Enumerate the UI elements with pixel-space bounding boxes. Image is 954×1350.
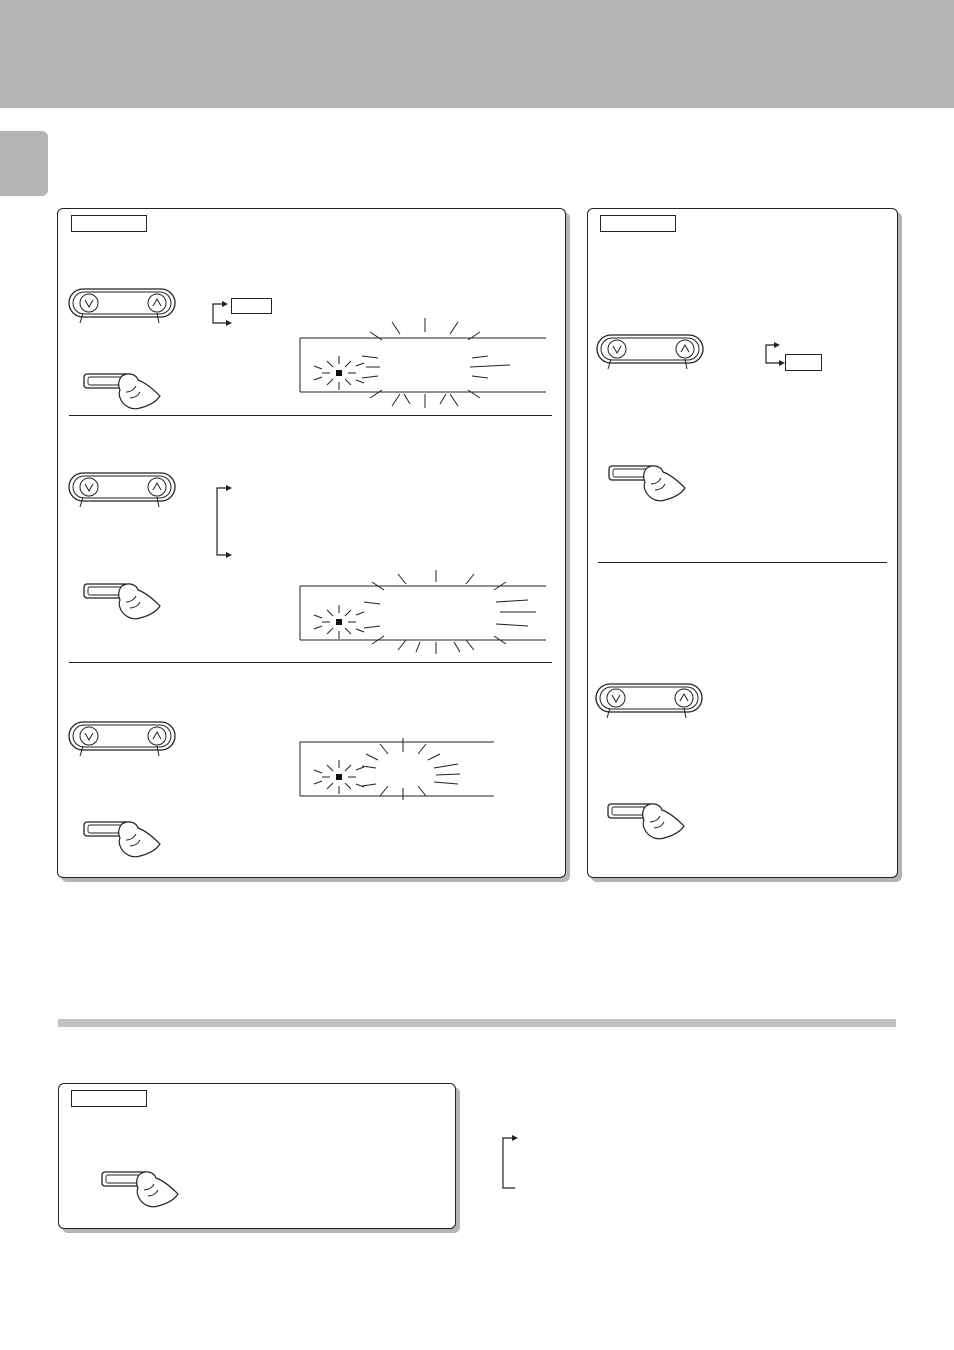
panel-tag-main bbox=[71, 215, 147, 232]
cycle-arrow-icon bbox=[758, 340, 788, 372]
tuning-buttons-icon bbox=[68, 288, 178, 324]
mode-box-right bbox=[785, 354, 822, 371]
step-divider-1 bbox=[69, 415, 552, 416]
section-divider-bar bbox=[58, 1019, 896, 1027]
press-button-icon bbox=[100, 1168, 182, 1210]
flashing-display-icon bbox=[300, 318, 546, 410]
tuning-buttons-icon bbox=[596, 334, 706, 370]
page-header-band bbox=[0, 0, 954, 108]
press-button-icon bbox=[82, 370, 164, 412]
procedure-panel-right bbox=[587, 208, 898, 878]
panel-tag-right bbox=[600, 215, 676, 232]
cycle-arrow-icon bbox=[498, 1132, 523, 1192]
cycle-arrow-icon bbox=[205, 296, 235, 328]
cycle-arrow-icon bbox=[210, 482, 235, 560]
tuning-buttons-icon bbox=[595, 683, 705, 719]
right-step-divider bbox=[598, 562, 887, 563]
press-button-icon bbox=[82, 580, 164, 622]
mode-box-left bbox=[231, 298, 272, 314]
flashing-display-icon bbox=[300, 738, 494, 802]
tuning-buttons-icon bbox=[68, 472, 178, 508]
press-button-icon bbox=[82, 818, 164, 860]
step-divider-2 bbox=[69, 662, 552, 663]
tuning-buttons-icon bbox=[68, 721, 178, 757]
chapter-side-tab bbox=[0, 131, 48, 196]
panel-tag-bottom bbox=[71, 1090, 147, 1107]
flashing-display-icon bbox=[300, 570, 546, 656]
press-button-icon bbox=[606, 800, 688, 842]
press-button-icon bbox=[607, 462, 689, 504]
